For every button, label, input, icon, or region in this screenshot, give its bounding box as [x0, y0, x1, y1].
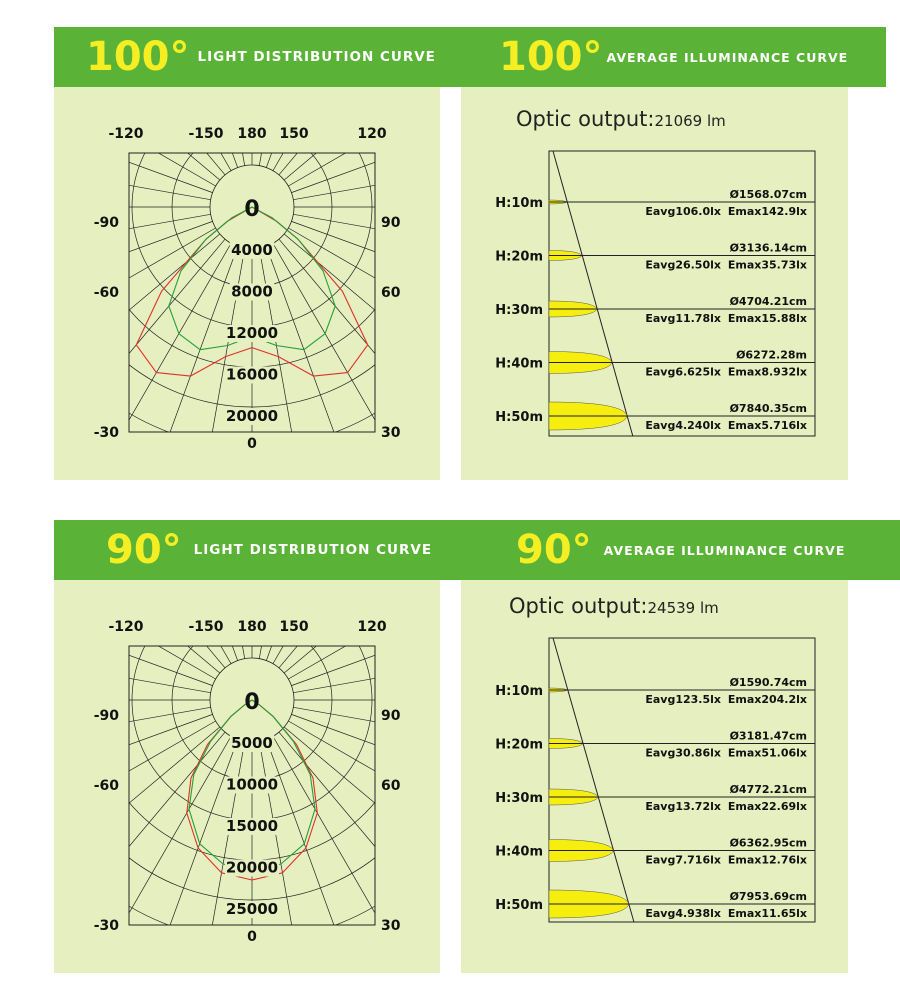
degree-label: 100° [86, 34, 190, 80]
header-title: LIGHT DISTRIBUTION CURVE [193, 542, 433, 558]
angle-label-right: 90 [381, 215, 401, 231]
emax-label: Emax11.65lx [727, 907, 807, 920]
polar-spoke [81, 27, 238, 168]
angle-label-top: 150 [279, 619, 309, 635]
angle-label-right: 30 [381, 918, 401, 934]
polar-spoke [273, 736, 440, 973]
radial-label: 25000 [225, 900, 279, 918]
radial-label: 10000 [225, 775, 279, 794]
height-label: H:50m [495, 898, 543, 913]
polar-spoke [266, 520, 423, 661]
polar-spoke [279, 239, 440, 480]
height-label: H:20m [495, 737, 543, 753]
angle-label-top: 120 [357, 619, 387, 635]
panel-90-distribution [54, 520, 440, 973]
angle-label-left: -90 [93, 708, 119, 724]
degree-label: 90° [106, 527, 182, 573]
angle-label-top: 120 [357, 126, 387, 142]
height-label: H:40m [495, 844, 543, 860]
angle-label-right: 60 [381, 285, 401, 301]
diameter-label: Ø3181.47cm [729, 729, 807, 743]
polar-spoke [273, 27, 440, 171]
angle-label-bottom: 0 [247, 929, 257, 945]
diameter-label: Ø7840.35cm [729, 402, 807, 415]
angle-label-right: 30 [381, 425, 401, 441]
polar-spoke [273, 243, 440, 480]
emax-label: Emax142.9lx [727, 205, 807, 218]
radial-label: 20000 [225, 407, 279, 425]
center-label: 0 [244, 197, 260, 222]
angle-label-left: -30 [93, 918, 119, 934]
polar-spoke [54, 732, 225, 973]
optic-output-label: Optic output: [516, 107, 655, 131]
polar-spoke [54, 221, 213, 378]
eavg-label: Eavg13.72lx [645, 800, 721, 813]
polar-spoke [266, 27, 423, 168]
eavg-label: Eavg7.716lx [645, 853, 721, 867]
polar-spoke [284, 520, 440, 673]
height-label: H:20m [495, 249, 543, 265]
eavg-label: Eavg123.5lx [645, 693, 721, 706]
polar-spoke [259, 520, 339, 659]
radial-label: 8000 [231, 282, 273, 301]
emax-label: Emax22.69lx [727, 800, 807, 813]
polar-spoke [54, 27, 216, 186]
header-title: AVERAGE ILLUMINANCE CURVE [606, 49, 849, 65]
eavg-label: Eavg4.938lx [645, 907, 721, 920]
angle-label-top: 180 [237, 126, 267, 142]
eavg-label: Eavg4.240lx [645, 419, 721, 432]
degree-label: 90° [516, 527, 592, 573]
diameter-label: Ø7953.69cm [729, 890, 807, 903]
radial-label: 12000 [225, 324, 279, 342]
panel-100-distribution [54, 27, 440, 480]
polar-spoke [259, 27, 339, 166]
emax-label: Emax8.932lx [727, 365, 807, 379]
illuminance-chart [461, 520, 848, 973]
polar-spoke [284, 27, 440, 180]
polar-spoke [54, 36, 213, 193]
polar-spoke [54, 234, 220, 480]
diameter-label: Ø1568.07cm [729, 188, 807, 201]
height-label: H:10m [495, 684, 543, 699]
polar-spoke [54, 520, 216, 679]
eavg-label: Eavg6.625lx [645, 365, 721, 379]
height-label: H:10m [495, 196, 543, 211]
polar-spoke [165, 520, 245, 659]
polar-spoke [288, 228, 440, 457]
radial-label: 20000 [225, 858, 279, 877]
optic-output-label: Optic output: [509, 594, 648, 618]
eavg-label: Eavg30.86lx [645, 746, 721, 760]
eavg-label: Eavg26.50lx [645, 258, 721, 272]
polar-spoke [165, 27, 245, 166]
height-label: H:40m [495, 356, 543, 372]
polar-spoke [54, 529, 213, 686]
radial-label: 16000 [225, 365, 279, 384]
diameter-label: Ø6272.28m [736, 348, 807, 362]
angle-label-right: 60 [381, 778, 401, 794]
polar-chart [54, 27, 440, 480]
polar-spoke [293, 707, 440, 787]
angle-label-right: 90 [381, 708, 401, 724]
height-label: H:30m [495, 303, 543, 318]
polar-spoke [54, 727, 220, 973]
angle-label-left: -30 [93, 425, 119, 441]
angle-label-top: -150 [188, 619, 224, 635]
polar-spoke [54, 243, 231, 480]
cone-line [553, 151, 633, 436]
radial-label: 5000 [231, 734, 273, 752]
polar-spoke [54, 239, 225, 480]
degree-label: 100° [499, 34, 603, 80]
panel-90-illuminance [461, 520, 848, 973]
angle-label-top: -120 [108, 126, 144, 142]
emax-label: Emax51.06lx [727, 746, 807, 760]
polar-spoke [54, 27, 231, 171]
polar-spoke [54, 27, 220, 180]
polar-spoke [288, 520, 440, 679]
illuminance-chart [461, 27, 848, 480]
angle-label-top: -150 [188, 126, 224, 142]
diameter-label: Ø1590.74cm [729, 676, 807, 689]
header-title: AVERAGE ILLUMINANCE CURVE [603, 542, 846, 558]
emax-label: Emax35.73lx [727, 258, 807, 272]
height-label: H:30m [495, 791, 543, 806]
diameter-label: Ø6362.95cm [729, 836, 807, 850]
polar-spoke [279, 732, 440, 973]
diameter-label: Ø4772.21cm [729, 783, 807, 796]
diameter-label: Ø3136.14cm [729, 241, 807, 255]
eavg-label: Eavg11.78lx [645, 312, 721, 325]
emax-label: Emax12.76lx [727, 853, 807, 867]
angle-label-left: -90 [93, 215, 119, 231]
emax-label: Emax15.88lx [727, 312, 807, 325]
angle-label-bottom: 0 [247, 436, 257, 452]
polar-spoke [81, 520, 238, 661]
angle-label-top: 150 [279, 126, 309, 142]
emax-label: Emax204.2lx [727, 693, 807, 706]
polar-spoke [288, 721, 440, 950]
polar-spoke [54, 721, 216, 950]
diameter-label: Ø4704.21cm [729, 295, 807, 308]
radial-label: 15000 [225, 817, 279, 835]
polar-spoke [293, 214, 440, 294]
optic-output-value: 21069 lm [654, 112, 726, 130]
polar-spoke [54, 520, 231, 664]
polar-spoke [54, 520, 220, 673]
angle-label-top: -120 [108, 619, 144, 635]
emax-label: Emax5.716lx [727, 419, 807, 432]
polar-spoke [273, 520, 440, 664]
optic-output-value: 24539 lm [647, 599, 719, 617]
angle-label-left: -60 [93, 285, 119, 301]
height-label: H:50m [495, 410, 543, 425]
eavg-label: Eavg106.0lx [645, 205, 721, 218]
cone-line [553, 638, 634, 922]
polar-chart [54, 520, 440, 973]
center-label: 0 [244, 690, 260, 715]
panel-100-illuminance [461, 27, 848, 480]
radial-label: 4000 [231, 241, 273, 259]
angle-label-left: -60 [93, 778, 119, 794]
header-title: LIGHT DISTRIBUTION CURVE [197, 49, 436, 65]
angle-label-top: 180 [237, 619, 267, 635]
polar-spoke [288, 27, 440, 186]
